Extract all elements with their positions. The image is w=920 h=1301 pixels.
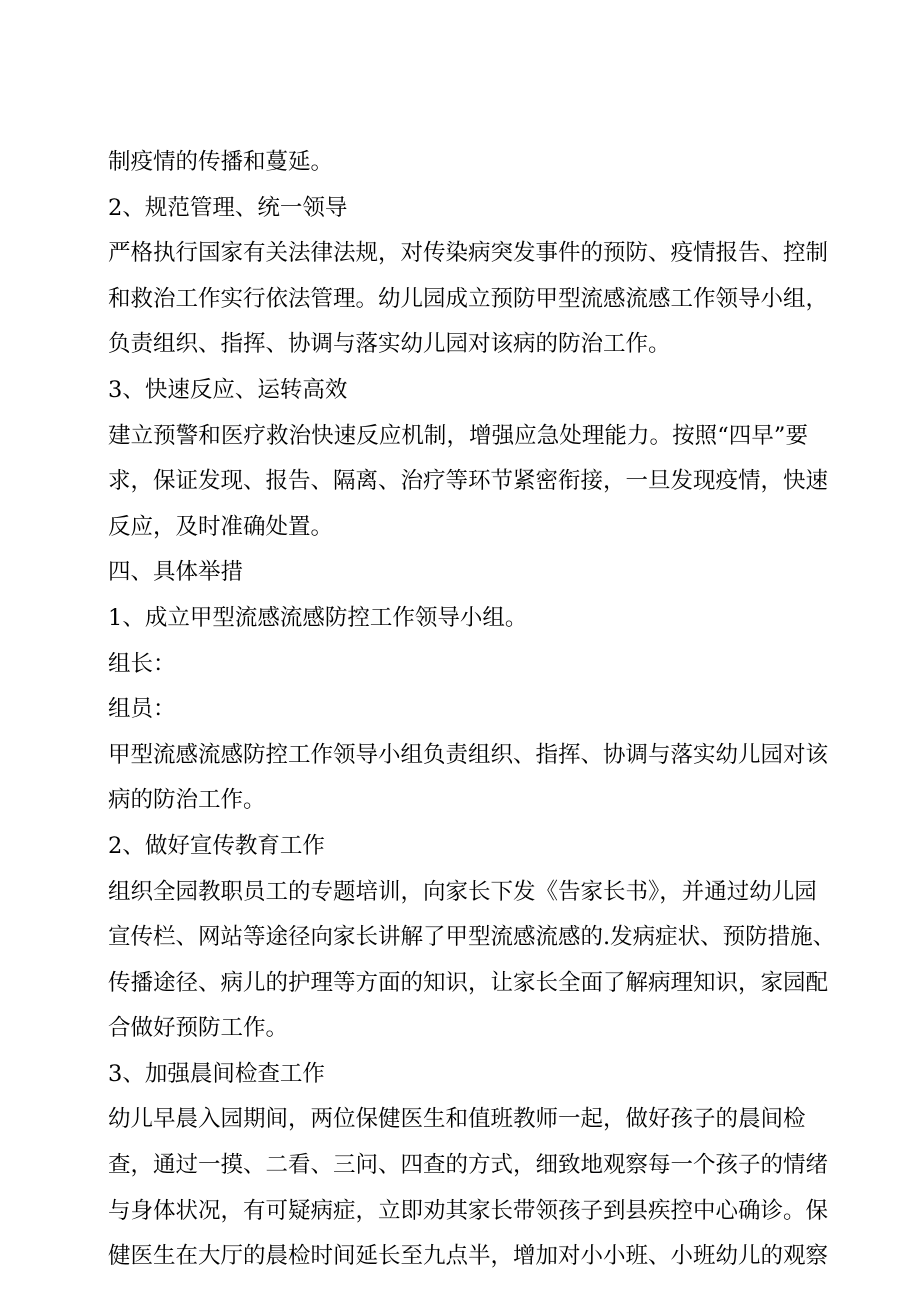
paragraph-line: 组长：	[108, 650, 176, 677]
section-heading: 1、成立甲型流感流感防控工作领导小组。	[108, 604, 528, 631]
paragraph-line: 查，通过一摸、二看、三问、四查的方式，细致地观察每一个孩子的情绪	[108, 1152, 829, 1179]
paragraph-line: 组员：	[108, 696, 176, 723]
document-body	[108, 140, 836, 1280]
paragraph-line: 合做好预防工作。	[108, 1015, 289, 1042]
paragraph-line: 病的防治工作。	[108, 787, 266, 814]
paragraph-line: 求，保证发现、报告、隔离、治疗等环节紧密衔接，一旦发现疫情，快速	[108, 468, 829, 495]
paragraph-line: 负责组织、指挥、协调与落实幼儿园对该病的防治工作。	[108, 331, 671, 358]
paragraph-line: 制疫情的传播和蔓延。	[108, 149, 334, 175]
paragraph-line: 宣传栏、网站等途径向家长讲解了甲型流感流感的.发病症状、预防措施、	[108, 924, 836, 951]
section-heading: 四、具体举措	[108, 559, 244, 586]
section-heading: 2、做好宣传教育工作	[108, 832, 325, 859]
paragraph-line: 幼儿早晨入园期间，两位保健医生和值班教师一起，做好孩子的晨间检	[108, 1106, 806, 1133]
section-heading: 3、加强晨间检查工作	[108, 1060, 325, 1087]
paragraph-line: 建立预警和医疗救治快速反应机制，增强应急处理能力。按照“四早”要	[108, 422, 808, 449]
section-heading: 3、快速反应、运转高效	[108, 376, 348, 403]
paragraph-line: 与身体状况，有可疑病症，立即劝其家长带领孩子到县疾控中心确诊。保	[108, 1197, 829, 1224]
paragraph-line: 反应，及时准确处置。	[108, 513, 334, 540]
paragraph-line: 传播途径、病儿的护理等方面的知识，让家长全面了解病理知识，家园配	[108, 969, 829, 996]
paragraph-line: 组织全园教职员工的专题培训，向家长下发《告家长书》，并通过幼儿园	[108, 878, 817, 905]
paragraph-line: 和救治工作实行依法管理。幼儿园成立预防甲型流感流感工作领导小组，	[108, 285, 829, 312]
paragraph-line: 严格执行国家有关法律法规，对传染病突发事件的预防、疫情报告、控制	[108, 240, 829, 267]
paragraph-line: 甲型流感流感防控工作领导小组负责组织、指挥、协调与落实幼儿园对该	[108, 741, 829, 768]
paragraph-line: 健医生在大厅的晨检时间延长至九点半，增加对小小班、小班幼儿的观察	[108, 1243, 829, 1270]
section-heading: 2、规范管理、统一领导	[108, 194, 348, 221]
